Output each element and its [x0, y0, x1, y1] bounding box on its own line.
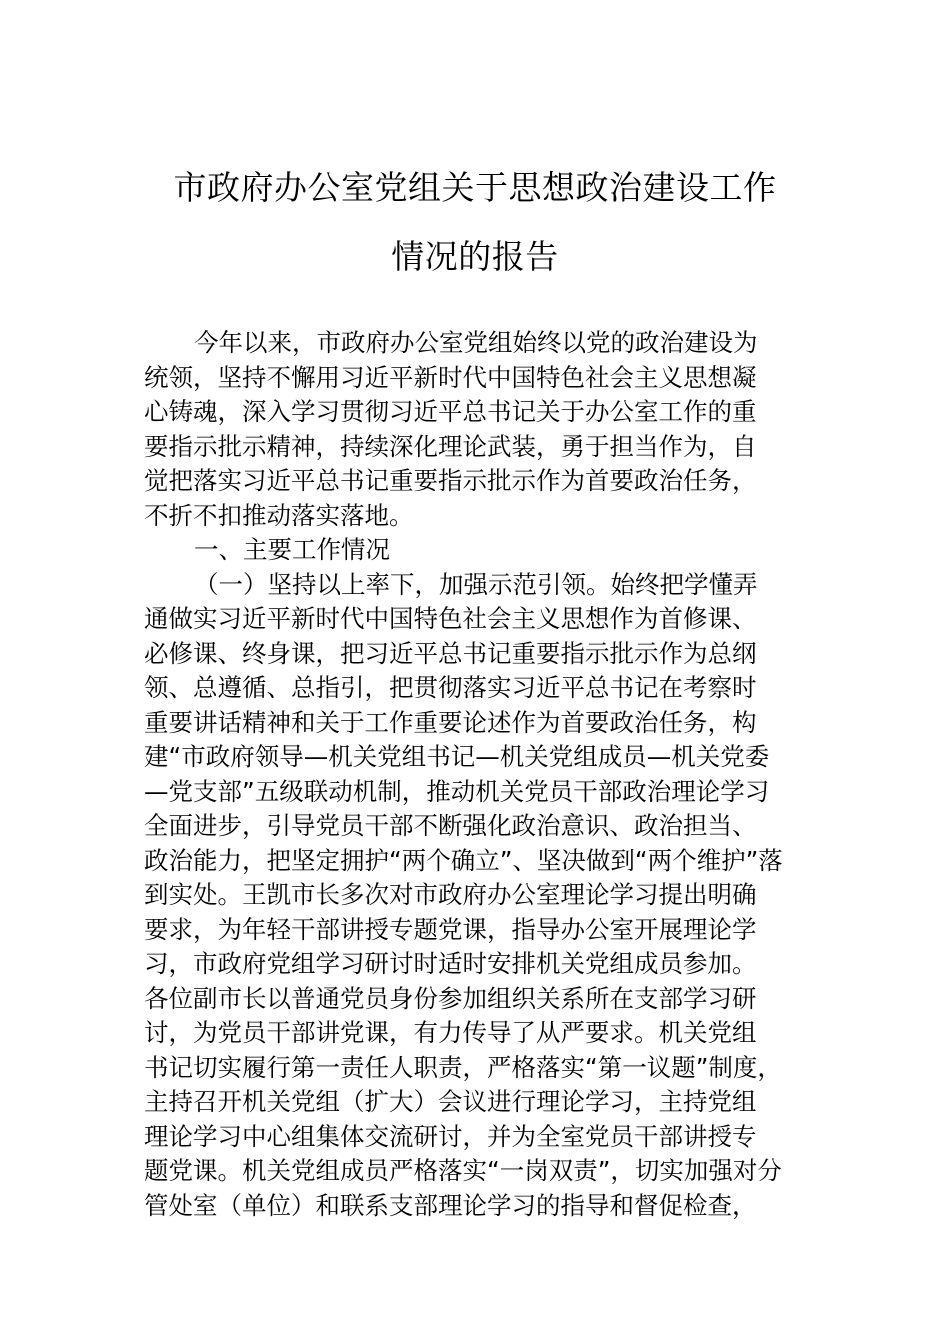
paragraph-line: 全面进步，引导党员干部不断强化政治意识、政治担当、: [144, 811, 757, 840]
paragraph-line: 建“市政府领导—机关党组书记—机关党组成员—机关党委: [144, 742, 770, 771]
paragraph-line: 各位副市长以普通党员身份参加组织关系所在支部学习研: [144, 983, 757, 1013]
paragraph-line: 统领，坚持不懈用习近平新时代中国特色社会主义思想凝: [144, 362, 757, 392]
paragraph-line: 要指示批示精神，持续深化理论武装，勇于担当作为，自: [144, 431, 757, 461]
paragraph-line: 必修课、终身课，把习近平总书记重要指示批示作为总纲: [144, 638, 757, 668]
paragraph-line: （一）坚持以上率下，加强示范引领。始终把学懂弄: [194, 569, 758, 599]
paragraph-line: 主持召开机关党组（扩大）会议进行理论学习，主持党组: [144, 1087, 757, 1116]
paragraph-line: 重要讲话精神和关于工作重要论述作为首要政治任务，构: [144, 707, 757, 737]
paragraph-line: 今年以来，市政府办公室党组始终以党的政治建设为: [194, 328, 758, 357]
document-title-line-2: 情况的报告: [391, 237, 559, 276]
paragraph-line: 题党课。机关党组成员严格落实“一岗双责”，切实加强对分: [144, 1156, 782, 1185]
paragraph-line: 不折不扣推动落实落地。: [144, 500, 414, 530]
paragraph-line: 觉把落实习近平总书记重要指示批示作为首要政治任务，: [144, 466, 757, 495]
paragraph-line: —党支部”五级联动机制，推动机关党员干部政治理论学习: [144, 776, 770, 806]
paragraph-line: 讨，为党员干部讲党课，有力传导了从严要求。机关党组: [144, 1018, 757, 1047]
document-title-line-1: 市政府办公室党组关于思想政治建设工作: [173, 168, 777, 207]
paragraph-line: 领、总遵循、总指引，把贯彻落实习近平总书记在考察时: [144, 673, 757, 702]
paragraph-line: 政治能力，把坚定拥护“两个确立”、坚决做到“两个维护”落: [144, 845, 783, 875]
paragraph-line: 心铸魂，深入学习贯彻习近平总书记关于办公室工作的重: [144, 397, 757, 426]
document-body: [144, 326, 814, 1223]
paragraph-line: 理论学习中心组集体交流研讨，并为全室党员干部讲授专: [144, 1121, 757, 1151]
paragraph-line: 通做实习近平新时代中国特色社会主义思想作为首修课、: [144, 604, 757, 633]
paragraph-line: 到实处。王凯市长多次对市政府办公室理论学习提出明确: [144, 880, 757, 909]
paragraph-line: 书记切实履行第一责任人职责，严格落实“第一议题”制度，: [144, 1052, 782, 1082]
paragraph-line: 习，市政府党组学习研讨时适时安排机关党组成员参加。: [144, 949, 757, 978]
paragraph-line: 要求，为年轻干部讲授专题党课，指导办公室开展理论学: [144, 914, 757, 944]
section-heading: 一、主要工作情况: [194, 535, 390, 564]
paragraph-line: 管处室（单位）和联系支部理论学习的指导和督促检查，: [144, 1190, 757, 1220]
